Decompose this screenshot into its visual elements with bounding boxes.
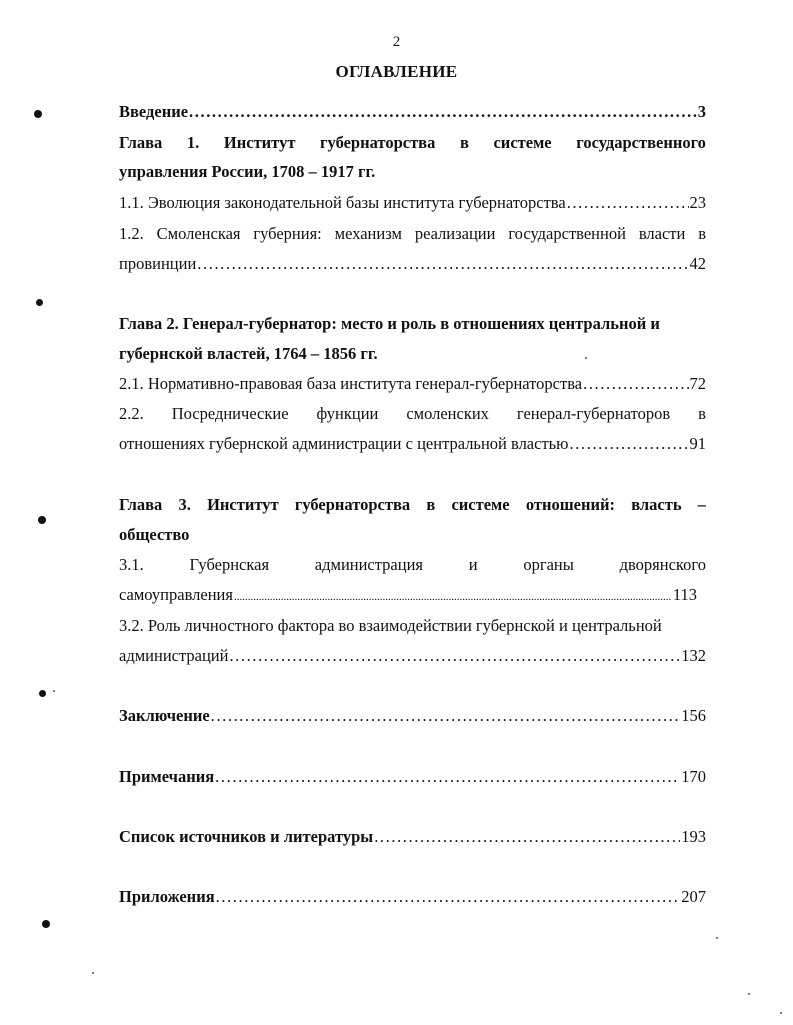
word: 1.2. xyxy=(119,224,144,243)
word: функции xyxy=(316,404,379,423)
toc-entry-sources xyxy=(119,827,706,847)
dot-leader xyxy=(583,374,688,394)
word: органы xyxy=(523,555,574,574)
word: 2.2. xyxy=(119,404,144,423)
dot-leader xyxy=(215,767,680,787)
toc-entry-3-1-line-2 xyxy=(119,585,697,607)
scan-speck xyxy=(748,993,750,995)
toc-entry-page: 113 xyxy=(672,585,697,604)
toc-entry-label: отношениях губернской администрации с центральной властью xyxy=(119,434,569,453)
word: администрация xyxy=(314,555,423,574)
toc-entry-label: Примечания xyxy=(119,767,215,786)
word: Институт xyxy=(223,133,296,152)
scan-speck xyxy=(780,1012,782,1014)
word: власти xyxy=(638,224,686,243)
scan-speck xyxy=(716,937,718,939)
toc-entry-label: Приложения xyxy=(119,887,215,906)
chapter-1-heading-line-1 xyxy=(119,133,706,153)
word: губерния: xyxy=(253,224,322,243)
page-number: 2 xyxy=(392,34,401,50)
scan-speck xyxy=(53,690,55,692)
toc-entry-notes xyxy=(119,767,706,787)
toc-entry-page: 207 xyxy=(681,887,706,906)
toc-title: ОГЛАВЛЕНИЕ xyxy=(335,62,458,81)
dot-leader xyxy=(374,827,680,847)
word: 3.1. xyxy=(119,555,144,574)
word: в xyxy=(698,404,706,423)
toc-entry-label: Заключение xyxy=(119,706,210,725)
toc-entry-page: 132 xyxy=(681,646,706,665)
toc-entry-label: провинции xyxy=(119,254,197,273)
toc-entry-appendices xyxy=(119,887,706,907)
dot-leader xyxy=(216,887,681,907)
toc-entry-label: администраций xyxy=(119,646,229,665)
toc-entry-label: самоуправления xyxy=(119,585,233,604)
toc-entry-3-2-line-1: 3.2. Роль личностного фактора во взаимодействии губернской и центральной xyxy=(119,616,662,635)
word: системе xyxy=(451,495,510,514)
toc-entry-label: Список источников и литературы xyxy=(119,827,374,846)
toc-entry-2-2-line-2 xyxy=(119,434,706,454)
word: реализации xyxy=(414,224,496,243)
word: в xyxy=(698,224,706,243)
toc-entry-2-2-line-1 xyxy=(119,404,706,424)
toc-entry-page: 170 xyxy=(681,767,706,786)
word: механизм xyxy=(334,224,402,243)
chapter-3-heading-line-2: общество xyxy=(119,525,190,544)
toc-entry-page: 42 xyxy=(689,254,706,273)
word: Институт xyxy=(207,495,279,514)
word: Губернская xyxy=(189,555,270,574)
toc-entry-3-2-line-2 xyxy=(119,646,706,666)
word: системе xyxy=(493,133,552,152)
binder-hole-dot xyxy=(39,690,46,697)
toc-entry-label: 2.1. Нормативно-правовая база института генерал-губернаторства xyxy=(119,374,583,393)
binder-hole-dot xyxy=(36,299,43,306)
binder-hole-dot xyxy=(42,920,50,928)
toc-entry-label: 1.1. Эволюция законодательной базы института губернаторства xyxy=(119,193,566,212)
word: и xyxy=(468,555,478,574)
toc-entry-page: 72 xyxy=(689,374,706,393)
toc-entry-page: 193 xyxy=(681,827,706,846)
chapter-3-heading-line-1 xyxy=(119,495,706,515)
toc-entry-label: Введение xyxy=(119,102,189,121)
dot-leader xyxy=(211,706,681,726)
word: Глава xyxy=(119,495,163,514)
toc-entry-1-1 xyxy=(119,193,706,213)
scan-speck xyxy=(585,357,587,359)
chapter-2-heading-line-1: Глава 2. Генерал-губернатор: место и роль в отношениях центральной и xyxy=(119,314,660,333)
word: Смоленская xyxy=(156,224,241,243)
word: смоленских xyxy=(406,404,489,423)
word: губернаторства xyxy=(320,133,436,152)
toc-entry-1-2-line-2 xyxy=(119,254,706,274)
dot-leader xyxy=(229,646,680,666)
scan-speck xyxy=(92,972,94,974)
word: власть xyxy=(631,495,682,514)
word: Глава xyxy=(119,133,163,152)
dot-leader xyxy=(197,254,688,274)
word: Посреднические xyxy=(171,404,289,423)
word: – xyxy=(697,495,706,514)
toc-entry-3-1-line-1 xyxy=(119,555,706,575)
toc-entry-intro xyxy=(119,102,706,122)
word: отношений: xyxy=(525,495,615,514)
toc-entry-page: 3 xyxy=(697,102,706,121)
word: 1. xyxy=(186,133,200,152)
dot-leader xyxy=(567,193,689,213)
word: в xyxy=(459,133,469,152)
dot-leader xyxy=(570,434,689,454)
word: государственной xyxy=(508,224,626,243)
binder-hole-dot xyxy=(38,516,46,524)
word: губернаторства xyxy=(294,495,411,514)
toc-entry-1-2-line-1 xyxy=(119,224,706,244)
word: в xyxy=(426,495,436,514)
toc-entry-page: 156 xyxy=(681,706,706,725)
word: государственного xyxy=(576,133,706,152)
toc-entry-page: 23 xyxy=(689,193,706,212)
chapter-2-heading-line-2: губернской властей, 1764 – 1856 гг. xyxy=(119,344,378,363)
word: 3. xyxy=(178,495,191,514)
binder-hole-dot xyxy=(34,110,42,118)
word: генерал-губернаторов xyxy=(516,404,671,423)
dot-leader xyxy=(234,587,672,607)
dot-leader xyxy=(189,102,697,122)
word: дворянского xyxy=(619,555,706,574)
toc-entry-conclusion xyxy=(119,706,706,726)
chapter-1-heading-line-2: управления России, 1708 – 1917 гг. xyxy=(119,162,376,181)
toc-entry-page: 91 xyxy=(689,434,706,453)
toc-entry-2-1 xyxy=(119,374,706,394)
